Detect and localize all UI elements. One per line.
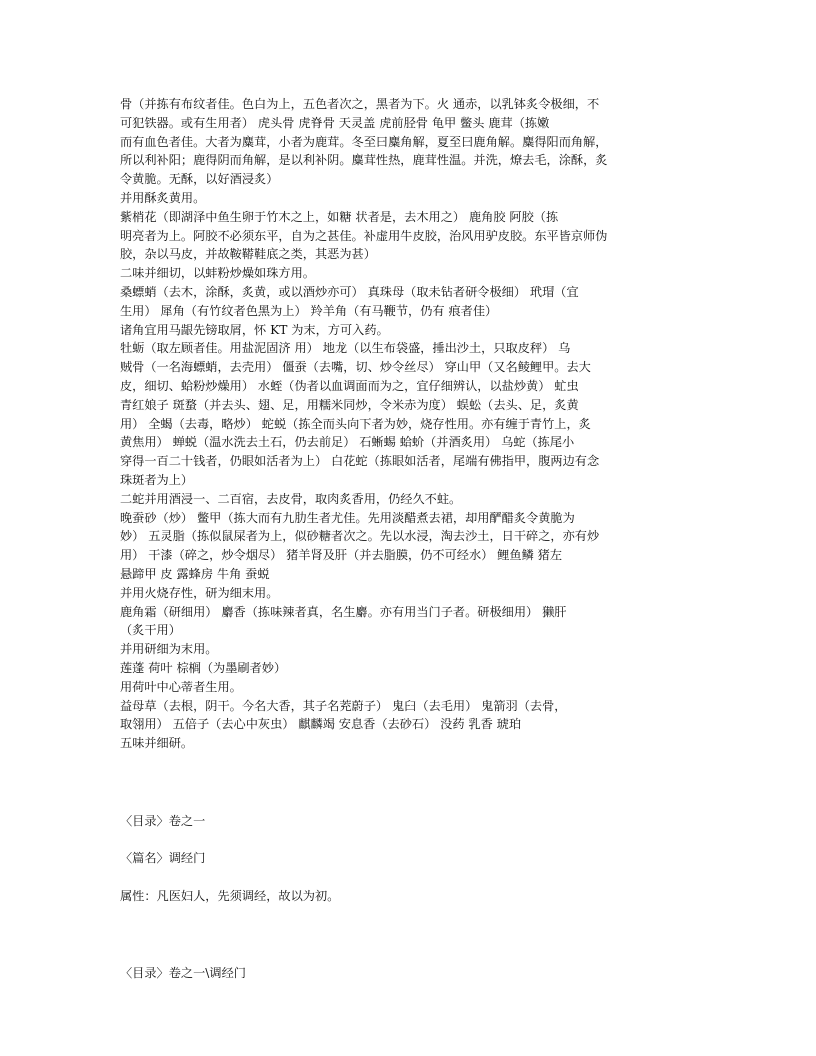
document-body	[120, 95, 660, 983]
toc-section	[120, 812, 660, 831]
text-line: （炙干用）	[120, 623, 181, 638]
text-line: 桑螵蛸（去木，涂酥，炙黄，或以酒炒亦可） 真珠母（取未钻者研令极细） 玳瑁（宜	[120, 284, 579, 299]
text-line: 妙） 五灵脂（拣似鼠屎者为上，似砂糖者次之。先以水浸，淘去沙土，日干碎之，亦有炒	[120, 529, 600, 544]
text-line: 令黄脆。无酥，以好酒浸炙）	[120, 172, 279, 187]
text-line: 骨（并拣有布纹者佳。色白为上，五色者次之，黑者为下。火 通赤，以乳钵炙令极细，不	[120, 97, 600, 111]
text-line: 穿得一百二十钱者，仍眼如活者为上） 白花蛇（拣眼如活者，尾端有佛指甲，腹两边有念	[120, 454, 600, 469]
text-line: 并用研细为末用。	[120, 642, 218, 657]
text-line: 鹿角霜（研细用） 麝香（拣味辣者真，名生麝。亦有用当门子者。研极细用） 獭肝	[120, 604, 567, 619]
toc-heading: 〈目录〉卷之一	[120, 813, 206, 828]
text-line: 取翎用） 五倍子（去心中灰虫） 麒麟竭 安息香（去砂石） 没药 乳香 琥珀	[120, 717, 522, 732]
text-line: 珠斑者为上）	[120, 472, 194, 487]
text-line: 益母草（去根，阴干。今名大香，其子名茺蔚子） 鬼臼（去毛用） 鬼箭羽（去骨，	[120, 698, 567, 713]
text-line: 莲蓬 荷叶 棕榈（为墨刷者妙）	[120, 660, 287, 675]
text-line: 悬蹄甲 皮 露蜂房 牛角 蚕蜕	[120, 566, 270, 581]
text-line: 并用火烧存性，研为细末用。	[120, 585, 279, 600]
toc-path-section	[120, 964, 660, 983]
text-line: 二蛇并用酒浸一、二百宿，去皮骨，取肉炙香用，仍经久不蛀。	[120, 491, 462, 506]
chapter-section	[120, 849, 660, 868]
text-line: 生用） 犀角（有竹纹者色黑为上） 羚羊角（有马鞭节，仍有 痕者佳）	[120, 303, 498, 318]
text-line: 黄焦用） 蝉蜕（温水洗去土石，仍去前足） 石蜥蜴 蛤蚧（并酒炙用） 乌蛇（拣尾小	[120, 435, 575, 450]
text-line: 用） 干漆（碎之，炒令烟尽） 猪羊肾及肝（并去脂膜，仍不可经水） 鲤鱼鳞 猪左	[120, 548, 563, 563]
chapter-title: 〈篇名〉调经门	[120, 851, 206, 866]
text-line: 二味并细切，以蚌粉炒燥如珠方用。	[120, 266, 315, 281]
toc-path-heading: 〈目录〉卷之一\调经门	[120, 966, 246, 981]
text-line: 用荷叶中心蒂者生用。	[120, 679, 242, 694]
text-line: 晚蚕砂（炒） 鳖甲（拣大而有九肋生者尤佳。先用淡醋煮去裙，却用酽醋炙令黄脆为	[120, 510, 575, 525]
text-line: 紫梢花（即湖泽中鱼生卵于竹木之上，如糖 状者是，去木用之） 鹿角胶 阿胶（拣	[120, 209, 559, 224]
text-line: 牡蛎（取左顾者佳。用盐泥固济 用） 地龙（以生布袋盛，捶出沙土，只取皮秤） 乌	[120, 341, 571, 356]
attribute-section	[120, 887, 660, 906]
text-line: 胶，杂以马皮，并故鞍鞯鞋底之类，其恶为甚）	[120, 247, 376, 262]
text-line: 用） 全蝎（去毒，略炒） 蛇蜕（拣全而头向下者为妙，烧存性用。亦有缠于青竹上，炙	[120, 416, 591, 431]
text-line: 皮，细切、蛤粉炒燥用） 水蛭（伪者以血调面而为之，宜仔细辨认，以盐炒黄） 虻虫	[120, 378, 579, 393]
text-line: 可犯铁器。或有生用者） 虎头骨 虎脊骨 天灵盖 虎前胫骨 龟甲 鳖头 鹿茸（拣嫩	[120, 115, 550, 130]
text-line: 明亮者为上。阿胶不必须东平，自为之甚佳。补虚用牛皮胶，治风用驴皮胶。东平皆京师伪	[120, 228, 608, 243]
text-line: 五味并细研。	[120, 736, 194, 751]
text-line: 而有血色者佳。大者为麋茸，小者为鹿茸。冬至曰麋角解，夏至曰鹿角解。麋得阳而角解，	[120, 134, 608, 149]
text-line: 并用酥炙黄用。	[120, 190, 206, 205]
text-line: 青红娘子 斑蝥（并去头、翅、足，用糯米同炒，令米赤为度） 蜈蚣（去头、足，炙黄	[120, 397, 579, 412]
text-line: 贼骨（一名海螵蛸，去壳用） 僵蚕（去嘴，切、炒令丝尽） 穿山甲（又名鲮鲤甲。去大	[120, 360, 591, 375]
text-line: 诸角宜用马龈先镑取屑，怀 KT 为末，方可入药。	[120, 322, 389, 337]
text-line: 所以利补阳；鹿得阴而角解，是以利补阴。麋茸性热，鹿茸性温。并洗，燎去毛，涂酥，炙	[120, 153, 608, 168]
attribute-text: 属性：凡医妇人，先须调经，故以为初。	[120, 888, 340, 903]
